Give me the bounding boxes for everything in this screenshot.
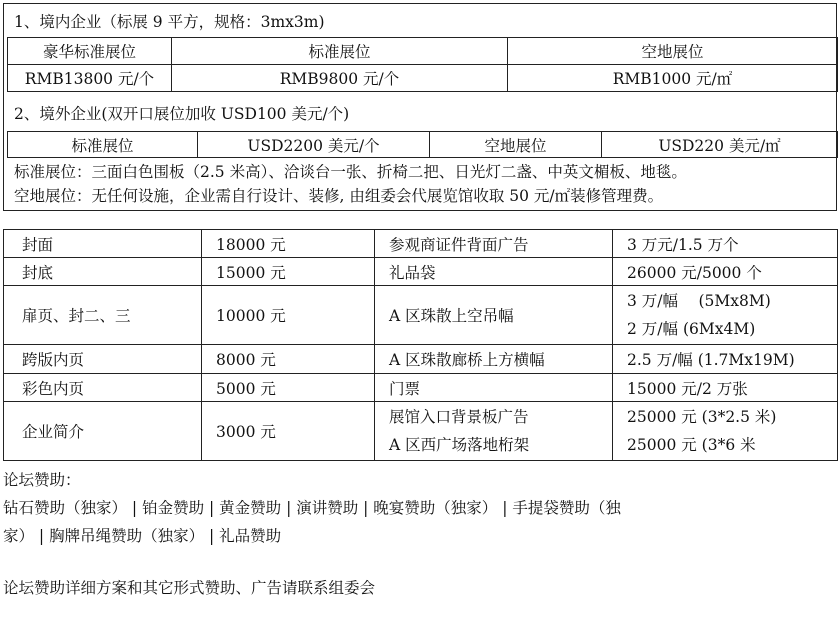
domestic-heading: 1、境内企业（标展 9 平方，规格：3mx3m) — [14, 13, 325, 31]
ad-price-2: 3 万元/1.5 万个 — [613, 230, 838, 258]
ad-item: 彩色内页 — [4, 374, 202, 402]
table-row — [8, 38, 838, 65]
ad-item-line: 展馆入口背景板广告 — [389, 408, 529, 426]
note-standard-booth: 标准展位：三面白色围板（2.5 米高）、洽谈台一张、折椅二把、日光灯二盏、中英文楣板、地毯。 — [14, 163, 687, 181]
table-row — [4, 258, 838, 286]
price-raw-space: RMB1000 元/㎡ — [508, 65, 838, 92]
ad-price: 3000 元 — [202, 402, 375, 461]
table-row — [8, 65, 838, 92]
ad-price-2: 2.5 万/幅 (1.7Mx19M) — [613, 345, 838, 374]
forum-contact-note: 论坛赞助详细方案和其它形式赞助、广告请联系组委会 — [3, 579, 376, 597]
ad-price-2: 26000 元/5000 个 — [613, 258, 838, 286]
overseas-price-table — [7, 131, 838, 158]
ad-item: 企业简介 — [4, 402, 202, 461]
domestic-price-table — [7, 37, 838, 92]
forum-sponsor-list-cont: 家） | 胸牌吊绳赞助（独家） | 礼品赞助 — [3, 527, 282, 545]
ad-price-line: 25000 元 (3*6 米 — [627, 436, 756, 454]
forum-sponsorship-section — [3, 466, 837, 602]
overseas-raw-price: USD220 美元/㎡ — [602, 132, 838, 158]
table-row — [4, 345, 838, 374]
ad-item: 封底 — [4, 258, 202, 286]
overseas-raw-label: 空地展位 — [430, 132, 602, 158]
booth-pricing-section — [3, 3, 837, 211]
advertising-table — [3, 229, 838, 461]
header-luxury-booth: 豪华标准展位 — [8, 38, 172, 65]
note-raw-space: 空地展位：无任何设施，企业需自行设计、装修, 由组委会代展览馆收取 50 元/㎡装修管理费。 — [14, 187, 664, 205]
ad-item-2: 礼品袋 — [375, 258, 613, 286]
table-row — [4, 374, 838, 402]
ad-item: 封面 — [4, 230, 202, 258]
ad-price: 10000 元 — [202, 286, 375, 345]
ad-item-2: A 区珠散上空吊幅 — [375, 286, 613, 345]
price-standard-booth: RMB9800 元/个 — [172, 65, 508, 92]
table-row — [4, 230, 838, 258]
ad-item-2: A 区珠散廊桥上方横幅 — [375, 345, 613, 374]
ad-price-line: 2 万/幅 (6Mx4M) — [627, 320, 756, 338]
ad-price-line: 3 万/幅 (5Mx8M) — [627, 292, 771, 310]
ad-price-2 — [613, 402, 838, 461]
table-row — [8, 132, 838, 158]
ad-price: 18000 元 — [202, 230, 375, 258]
ad-item-line: A 区西广场落地桁架 — [389, 436, 530, 454]
ad-price: 5000 元 — [202, 374, 375, 402]
ad-price-2: 15000 元/2 万张 — [613, 374, 838, 402]
ad-price-2 — [613, 286, 838, 345]
table-row — [4, 286, 838, 345]
price-luxury-booth: RMB13800 元/个 — [8, 65, 172, 92]
forum-title: 论坛赞助： — [3, 471, 81, 489]
ad-item-2: 门票 — [375, 374, 613, 402]
overseas-heading: 2、境外企业(双开口展位加收 USD100 美元/个) — [14, 105, 350, 123]
overseas-standard-label: 标准展位 — [8, 132, 198, 158]
ad-item-2 — [375, 402, 613, 461]
ad-item-2: 参观商证件背面广告 — [375, 230, 613, 258]
ad-price: 8000 元 — [202, 345, 375, 374]
forum-sponsor-list: 钻石赞助（独家） | 铂金赞助 | 黄金赞助 | 演讲赞助 | 晚宴赞助（独家） | 手提袋赞助（独 — [3, 499, 621, 517]
ad-item: 扉页、封二、三 — [4, 286, 202, 345]
ad-price-line: 25000 元 (3*2.5 米) — [627, 408, 777, 426]
header-standard-booth: 标准展位 — [172, 38, 508, 65]
ad-price: 15000 元 — [202, 258, 375, 286]
table-row — [4, 402, 838, 461]
overseas-standard-price: USD2200 美元/个 — [198, 132, 430, 158]
header-raw-space: 空地展位 — [508, 38, 838, 65]
ad-item: 跨版内页 — [4, 345, 202, 374]
